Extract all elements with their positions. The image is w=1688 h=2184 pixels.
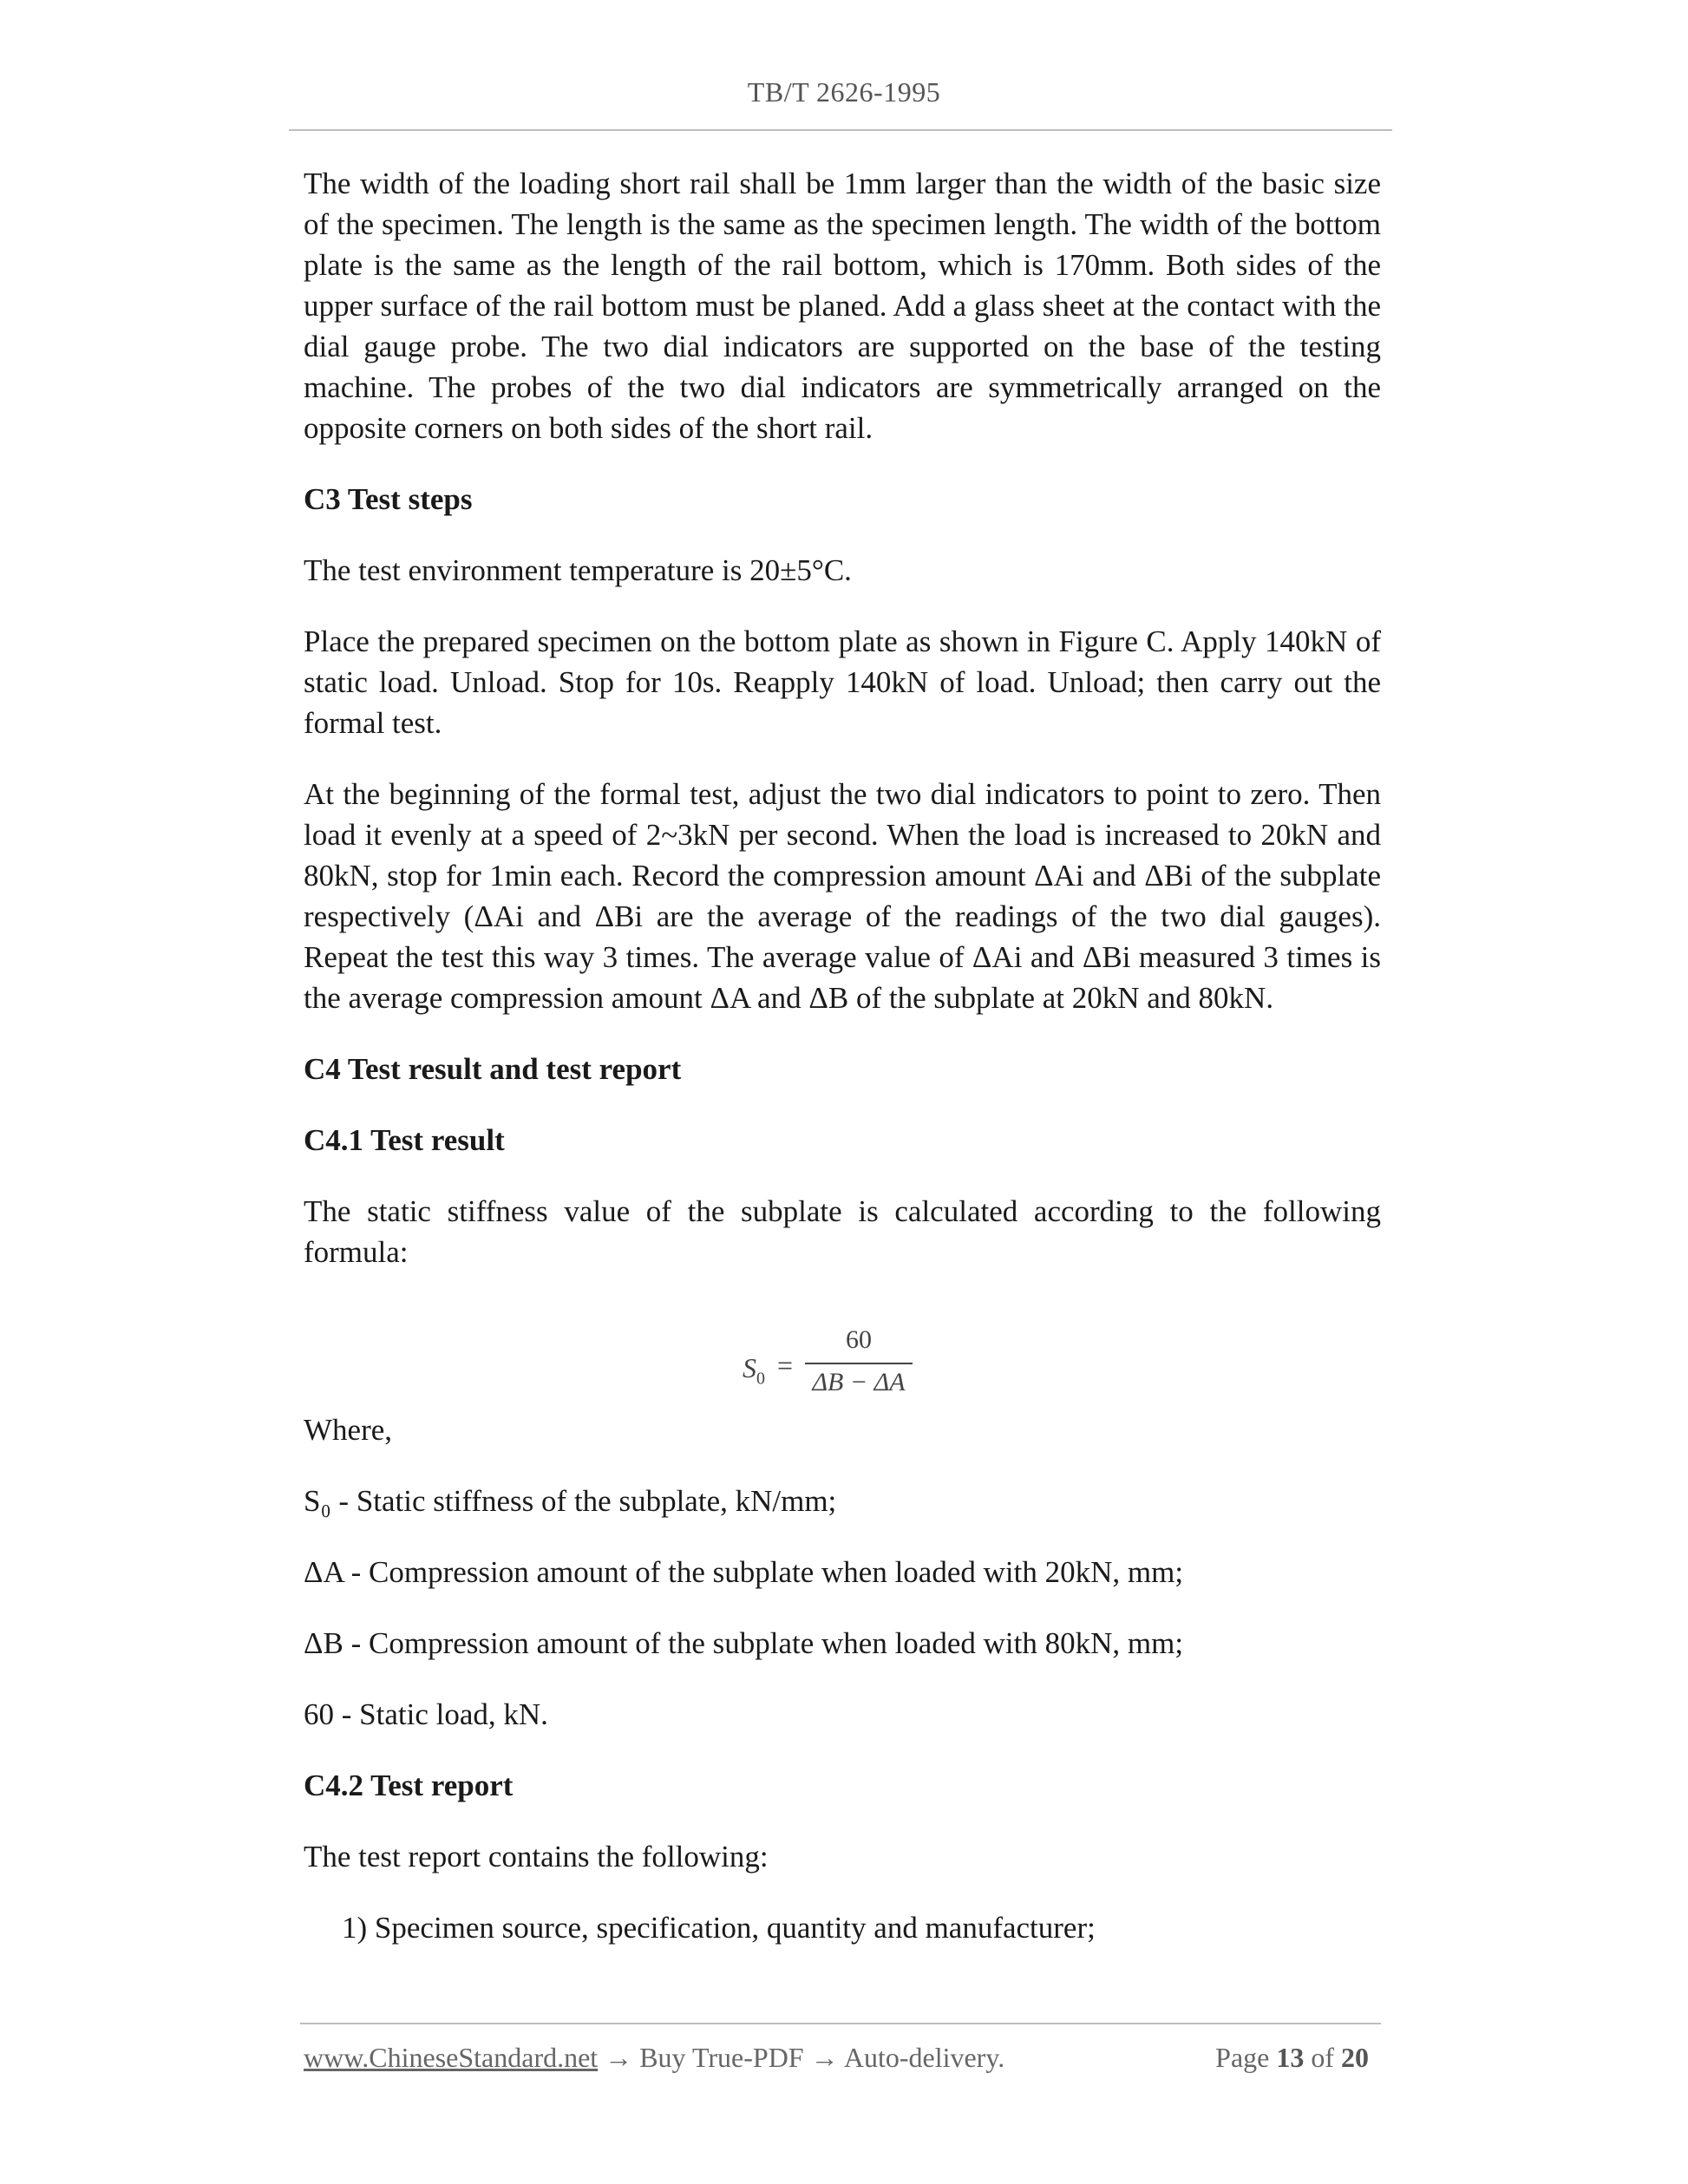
paragraph-temperature: The test environment temperature is 20±5°C. <box>304 553 852 587</box>
website-link[interactable]: www.ChineseStandard.net <box>304 2042 599 2073</box>
paragraph-preload: Place the prepared specimen on the bottom plate as shown in Figure C. Apply 140kN of static load. Unload. Stop for 10s. Reapply 140kN of load. Unload; then carry out the formal test. <box>304 624 1381 740</box>
page-body <box>304 163 1381 1948</box>
paragraph-loading-rail: The width of the loading short rail shall be 1mm larger than the width of the basic size of the specimen. The length is the same as the specimen length. The width of the bottom plate is the same as the length of the rail bottom, which is 170mm. Both sides of the upper surface of the rail bottom must be planed. Add a glass sheet at the contact with the dial gauge probe. The two dial indicators are supported on the base of the testing machine. The probes of the two dial indicators are symmetrically arranged on the opposite corners on both sides of the short rail. <box>304 167 1381 445</box>
document-code-header: TB/T 2626-1995 <box>747 76 941 108</box>
fraction-bar <box>805 1363 913 1364</box>
definition-delta-a: ΔA - Compression amount of the subplate when loaded with 20kN, mm; <box>304 1555 1184 1589</box>
footer-promo-text: → Buy True-PDF → Auto-delivery. <box>598 2042 1005 2073</box>
formula-denominator: ΔB − ΔA <box>812 1368 906 1396</box>
paragraph-report-contents: The test report contains the following: <box>304 1840 769 1873</box>
footer-promo <box>304 2042 1004 2074</box>
page-label: Page <box>1215 2042 1270 2073</box>
definition-delta-b: ΔB - Compression amount of the subplate when loaded with 80kN, mm; <box>304 1626 1184 1660</box>
formula-equals: = <box>777 1350 794 1381</box>
current-page-number: 13 <box>1276 2042 1305 2073</box>
footer-divider <box>300 2023 1381 2024</box>
section-heading-c4-1: C4.1 Test result <box>304 1123 505 1157</box>
page-indicator <box>1215 2042 1369 2074</box>
section-heading-c4-2: C4.2 Test report <box>304 1769 514 1802</box>
formula-numerator: 60 <box>846 1325 872 1354</box>
where-label: Where, <box>304 1413 393 1447</box>
stiffness-formula <box>743 1325 916 1403</box>
total-page-count: 20 <box>1341 2042 1369 2073</box>
paragraph-formal-test: At the beginning of the formal test, adjust the two dial indicators to point to zero. Then load it evenly at a speed of 2~3kN per second. When the load is increased to 20kN and 80kN, stop for 1min each. Record the compression amount ΔAi and ΔBi of the subplate respectively (ΔAi and ΔBi are the average of the readings of the two dial gauges). Repeat the test this way 3 times. The average value of ΔAi and ΔBi measured 3 times is the average compression amount ΔA and ΔB of the subplate at 20kN and 80kN. <box>304 777 1381 1015</box>
of-label: of <box>1311 2042 1334 2073</box>
header-divider <box>289 129 1392 131</box>
section-heading-c3: C3 Test steps <box>304 482 473 516</box>
list-item: 1) Specimen source, specification, quantity and manufacturer; <box>342 1911 1096 1945</box>
definition-s0: S₀ - Static stiffness of the subplate, kN/mm; <box>304 1484 837 1518</box>
section-heading-c4: C4 Test result and test report <box>304 1052 682 1086</box>
formula-lhs-subscript: 0 <box>756 1369 765 1389</box>
definition-static-load: 60 - Static load, kN. <box>304 1697 548 1731</box>
paragraph-formula-intro: The static stiffness value of the subplate is calculated according to the following formula: <box>304 1194 1381 1269</box>
formula-lhs: $S_0$ <box>743 1352 765 1389</box>
